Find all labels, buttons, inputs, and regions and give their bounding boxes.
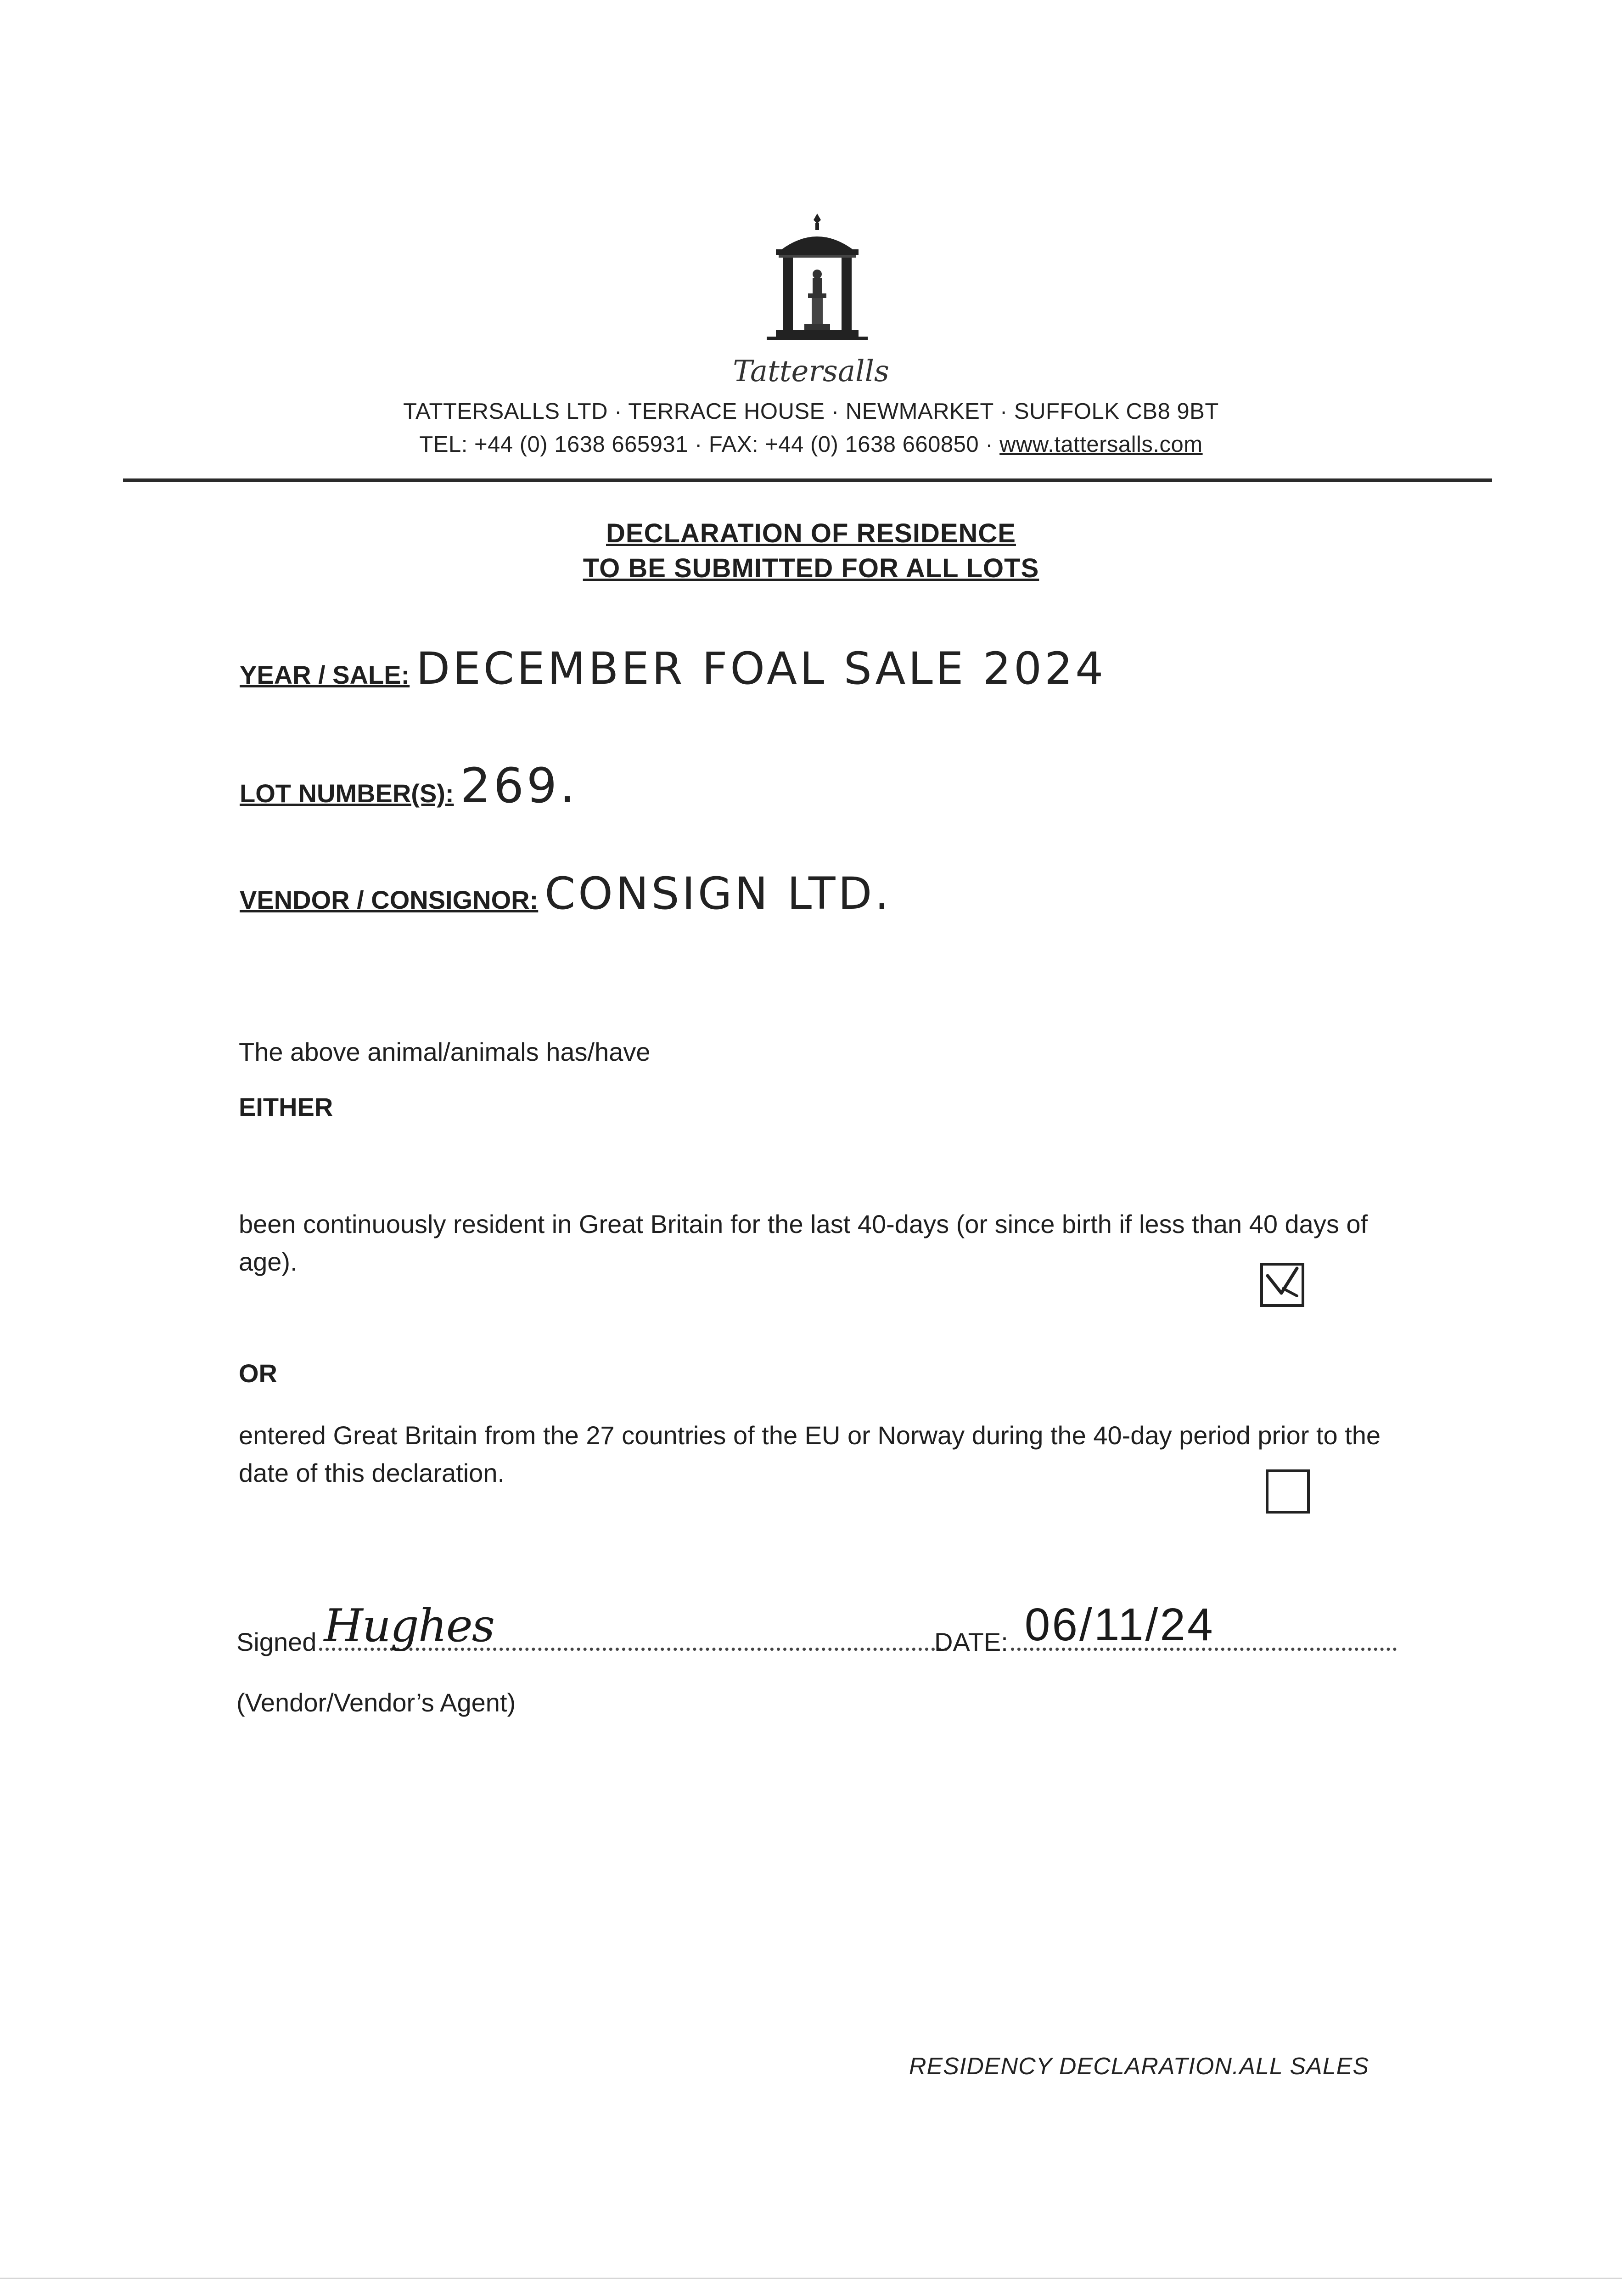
signed-label: Signed: [236, 1627, 317, 1656]
either-label: EITHER: [239, 1092, 333, 1121]
agent-caption: (Vendor/Vendor’s Agent): [236, 1688, 516, 1717]
tattersalls-logo-icon: [762, 209, 872, 360]
option-entered-text: entered Great Britain from the 27 countries of the EU or Norway during the 40-day period prior to the date of this declaration.: [239, 1421, 1381, 1487]
option-resident-checkbox[interactable]: [1260, 1263, 1304, 1307]
signature-line: [236, 1600, 948, 1657]
date-field[interactable]: [1011, 1599, 1397, 1651]
vendor-value[interactable]: CONSIGN LTD.: [544, 868, 892, 919]
brand-name: Tattersalls: [733, 355, 889, 388]
form-subtitle: TO BE SUBMITTED FOR ALL LOTS: [583, 553, 1039, 583]
signature-field[interactable]: [319, 1600, 948, 1652]
lot-number-value[interactable]: 269.: [460, 758, 578, 814]
date-value: 06/11/24: [1024, 1599, 1215, 1650]
date-line: [934, 1599, 1397, 1657]
option-resident-text: been continuously resident in Great Britain for the last 40-days (or since birth if less than 40 days of age).: [239, 1210, 1368, 1276]
address-line: TATTERSALLS LTD · TERRACE HOUSE · NEWMARKET · SUFFOLK CB8 9BT: [403, 399, 1219, 424]
date-label: DATE:: [934, 1627, 1008, 1656]
phone-fax: TEL: +44 (0) 1638 665931 · FAX: +44 (0) 1638 660850 ·: [419, 432, 993, 457]
form-title: DECLARATION OF RESIDENCE: [606, 518, 1016, 548]
intro-text: The above animal/animals has/have: [239, 1037, 651, 1066]
year-sale-label: YEAR / SALE:: [240, 660, 410, 689]
form-reference: RESIDENCY DECLARATION.ALL SALES: [909, 2053, 1369, 2080]
lot-number-field: [240, 758, 578, 814]
scan-edge-line: [0, 2278, 1622, 2279]
website-link[interactable]: www.tattersalls.com: [999, 432, 1203, 457]
option-entered-checkbox[interactable]: [1266, 1469, 1310, 1514]
lot-number-label: LOT NUMBER(S):: [240, 779, 454, 808]
or-label: OR: [239, 1359, 277, 1388]
check-mark-icon: [1263, 1266, 1302, 1304]
header-rule: [123, 478, 1492, 482]
year-sale-value[interactable]: DECEMBER FOAL SALE 2024: [416, 643, 1106, 694]
contact-line: [0, 432, 1622, 457]
vendor-label: VENDOR / CONSIGNOR:: [240, 885, 539, 914]
vendor-field: [240, 868, 892, 919]
signature-value: Hughes: [324, 1600, 494, 1652]
year-sale-field: [240, 643, 1106, 694]
